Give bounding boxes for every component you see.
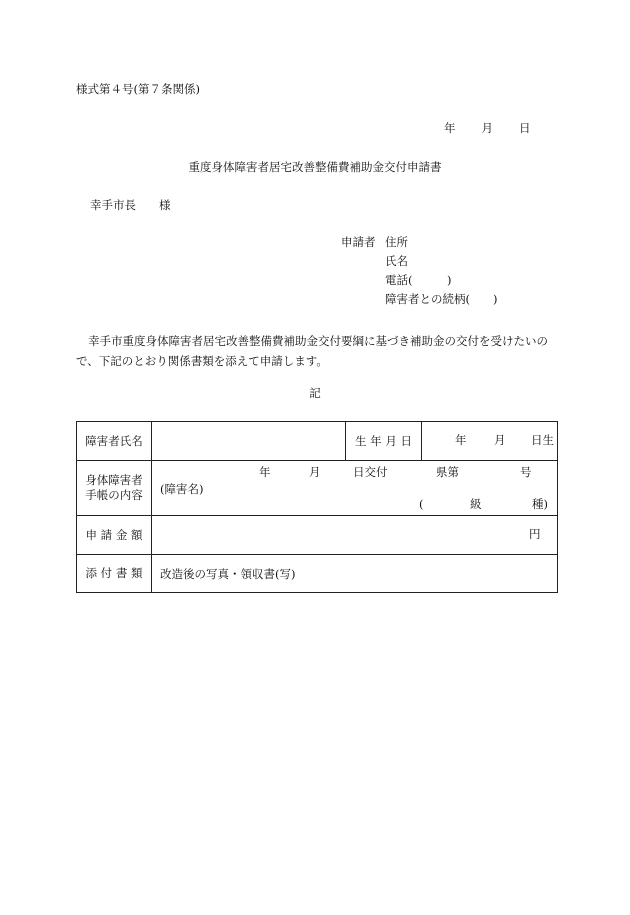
applicant-phone-field[interactable]: 電話( ) (385, 273, 452, 287)
dob-year-label: 年 (455, 433, 467, 447)
application-date (444, 123, 531, 135)
notebook-month-label: 月 (309, 465, 321, 479)
form-number: 様式第４号(第７条関係) (76, 82, 200, 96)
notebook-label-line1: 身体障害者 (85, 473, 143, 487)
attachments-label: 添 付 書 類 (77, 555, 152, 593)
notebook-issued-label: 日交付 (353, 465, 388, 479)
date-year-label: 年 (444, 121, 456, 135)
notebook-content-field[interactable] (152, 461, 558, 516)
notebook-label-line2: 手帳の内容 (85, 488, 143, 502)
addressee: 幸手市長 様 (90, 198, 171, 212)
notebook-content-label (77, 461, 152, 516)
date-month-label: 月 (481, 121, 493, 135)
application-statement: 幸手市重度身体障害者居宅改善整備費補助金交付要綱に基づき補助金の交付を受けたいので、下記のとおり関係書類を添えて申請します。 (76, 334, 548, 368)
disabled-person-name-field[interactable] (152, 422, 346, 461)
applicant-label: 申請者 (341, 235, 376, 249)
notebook-year-label: 年 (259, 465, 271, 479)
dob-day-label: 日生 (531, 433, 554, 447)
notebook-prefecture-label: 県第 (436, 465, 459, 479)
dob-month-label: 月 (494, 433, 506, 447)
table-row (77, 516, 558, 555)
date-day-label: 日 (519, 121, 531, 135)
requested-amount-label: 申 請 金 額 (77, 516, 152, 555)
grade-open-paren: ( (419, 497, 424, 511)
kind-label: 種) (532, 497, 548, 511)
notebook-number-label: 号 (520, 465, 532, 479)
attachments-value: 改造後の写真・領収書(写) (152, 555, 558, 593)
grade-label: 級 (470, 497, 482, 511)
applicant-address-field[interactable]: 住所 (385, 235, 408, 249)
date-of-birth-field[interactable] (422, 422, 558, 461)
disability-name-label: (障害名) (160, 482, 204, 496)
requested-amount-field[interactable] (152, 516, 558, 555)
table-row (77, 422, 558, 461)
applicant-relationship-field[interactable]: 障害者との続柄( ) (385, 292, 498, 306)
applicant-name-field[interactable]: 氏名 (385, 254, 408, 268)
disabled-person-name-label: 障害者氏名 (77, 422, 152, 461)
table-row (77, 555, 558, 593)
table-row (77, 461, 558, 516)
application-details-table (76, 421, 558, 593)
date-of-birth-label: 生 年 月 日 (346, 422, 422, 461)
document-title: 重度身体障害者居宅改善整備費補助金交付申請書 (188, 160, 442, 174)
amount-unit-label: 円 (529, 527, 541, 541)
record-heading: 記 (309, 386, 321, 400)
